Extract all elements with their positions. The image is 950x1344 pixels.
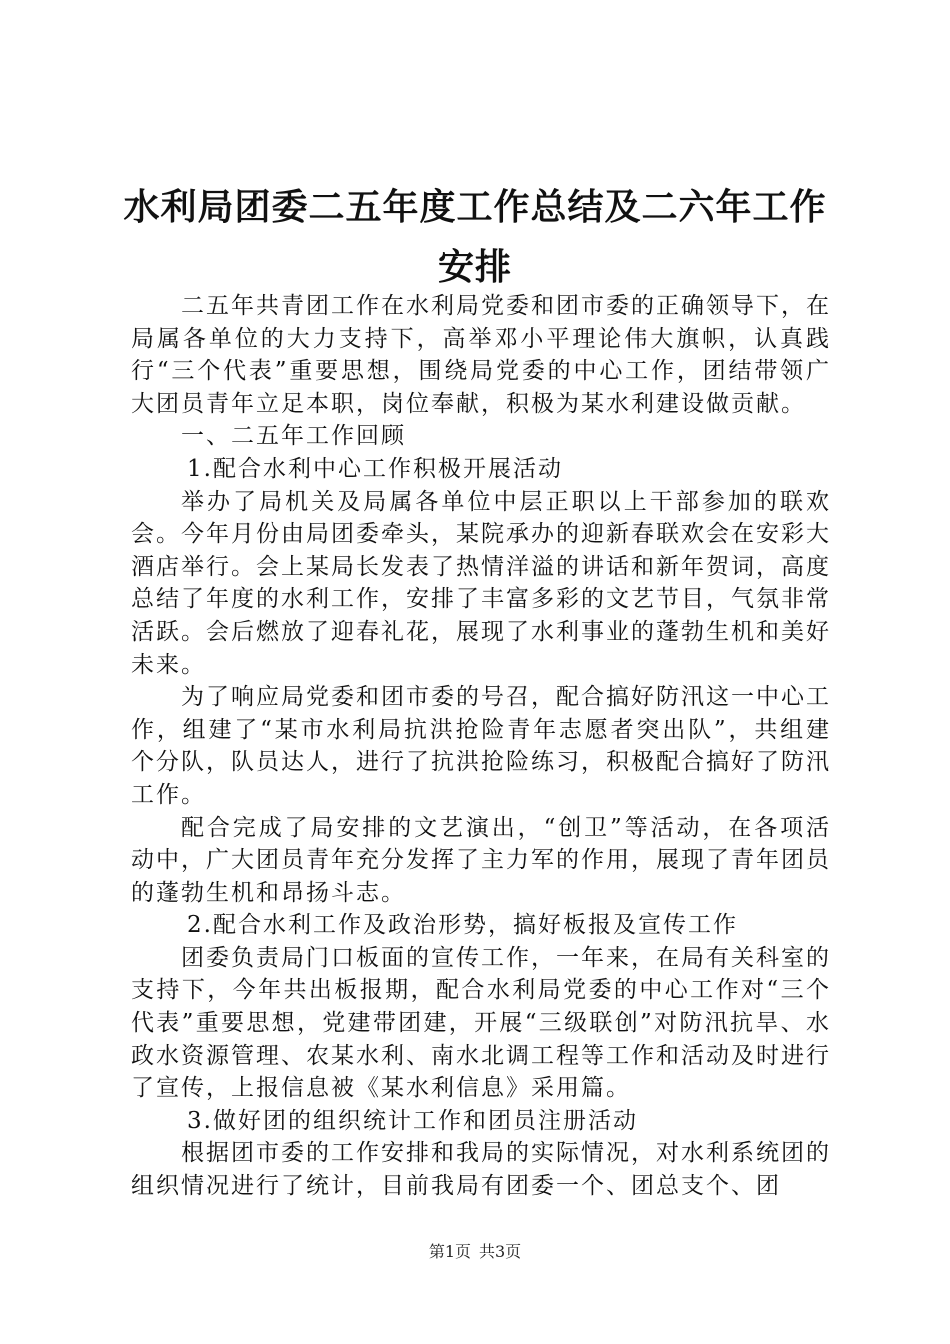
page-number: 第1页 bbox=[428, 1242, 471, 1261]
paragraph-publicity: 团委负责局门口板面的宣传工作，一年来，在局有关科室的支持下，今年共出板报期，配合水利局党委的中心工作对“三个代表”重要思想，党建带团建，开展“三级联创”对防汛抗旱、水政水资源管理、农某水利、南水北调工程等工作和活动及时进行了宣传，上报信息被《某水利信息》采用篇。 bbox=[131, 944, 831, 1102]
subheading-2: 2.配合水利工作及政治形势，搞好板报及宣传工作 bbox=[187, 912, 738, 939]
paragraph-flood-team: 为了响应局党委和团市委的号召，配合搞好防汛这一中心工作，组建了“某市水利局抗洪抢险青年志愿者突出队”，共组建个分队，队员达人，进行了抗洪抢险练习，积极配合搞好了防汛工作。 bbox=[131, 684, 831, 808]
section-heading-review: 一、二五年工作回顾 bbox=[181, 423, 406, 450]
subheading-3: 3.做好团的组织统计工作和团员注册活动 bbox=[187, 1107, 638, 1134]
paragraph-performances: 配合完成了局安排的文艺演出，“创卫”等活动，在各项活动中，广大团员青年充分发挥了主力军的作用，展现了青年团员的蓬勃生机和昂扬斗志。 bbox=[131, 814, 831, 906]
page-total: 共3页 bbox=[479, 1242, 522, 1261]
paragraph-statistics: 根据团市委的工作安排和我局的实际情况，对水利系统团的组织情况进行了统计，目前我局有团委一个、团总支个、团 bbox=[131, 1140, 831, 1200]
page-footer bbox=[0, 1242, 950, 1262]
paragraph-intro: 二五年共青团工作在水利局党委和团市委的正确领导下，在局属各单位的大力支持下，高举邓小平理论伟大旗帜，认真践行“三个代表”重要思想，围绕局党委的中心工作，团结带领广大团员青年立足本职，岗位奉献，积极为某水利建设做贡献。 bbox=[131, 293, 831, 417]
paragraph-party: 举办了局机关及局属各单位中层正职以上干部参加的联欢会。今年月份由局团委牵头，某院承办的迎新春联欢会在安彩大酒店举行。会上某局长发表了热情洋溢的讲话和新年贺词，高度总结了年度的水利工作，安排了丰富多彩的文艺节目，气氛非常活跃。会后燃放了迎春礼花，展现了水利事业的蓬勃生机和美好未来。 bbox=[131, 488, 831, 678]
document-body bbox=[131, 290, 831, 1203]
subheading-1: 1.配合水利中心工作积极开展活动 bbox=[187, 455, 563, 482]
document-title: 水利局团委二五年度工作总结及二六年工作安排 bbox=[123, 187, 827, 288]
